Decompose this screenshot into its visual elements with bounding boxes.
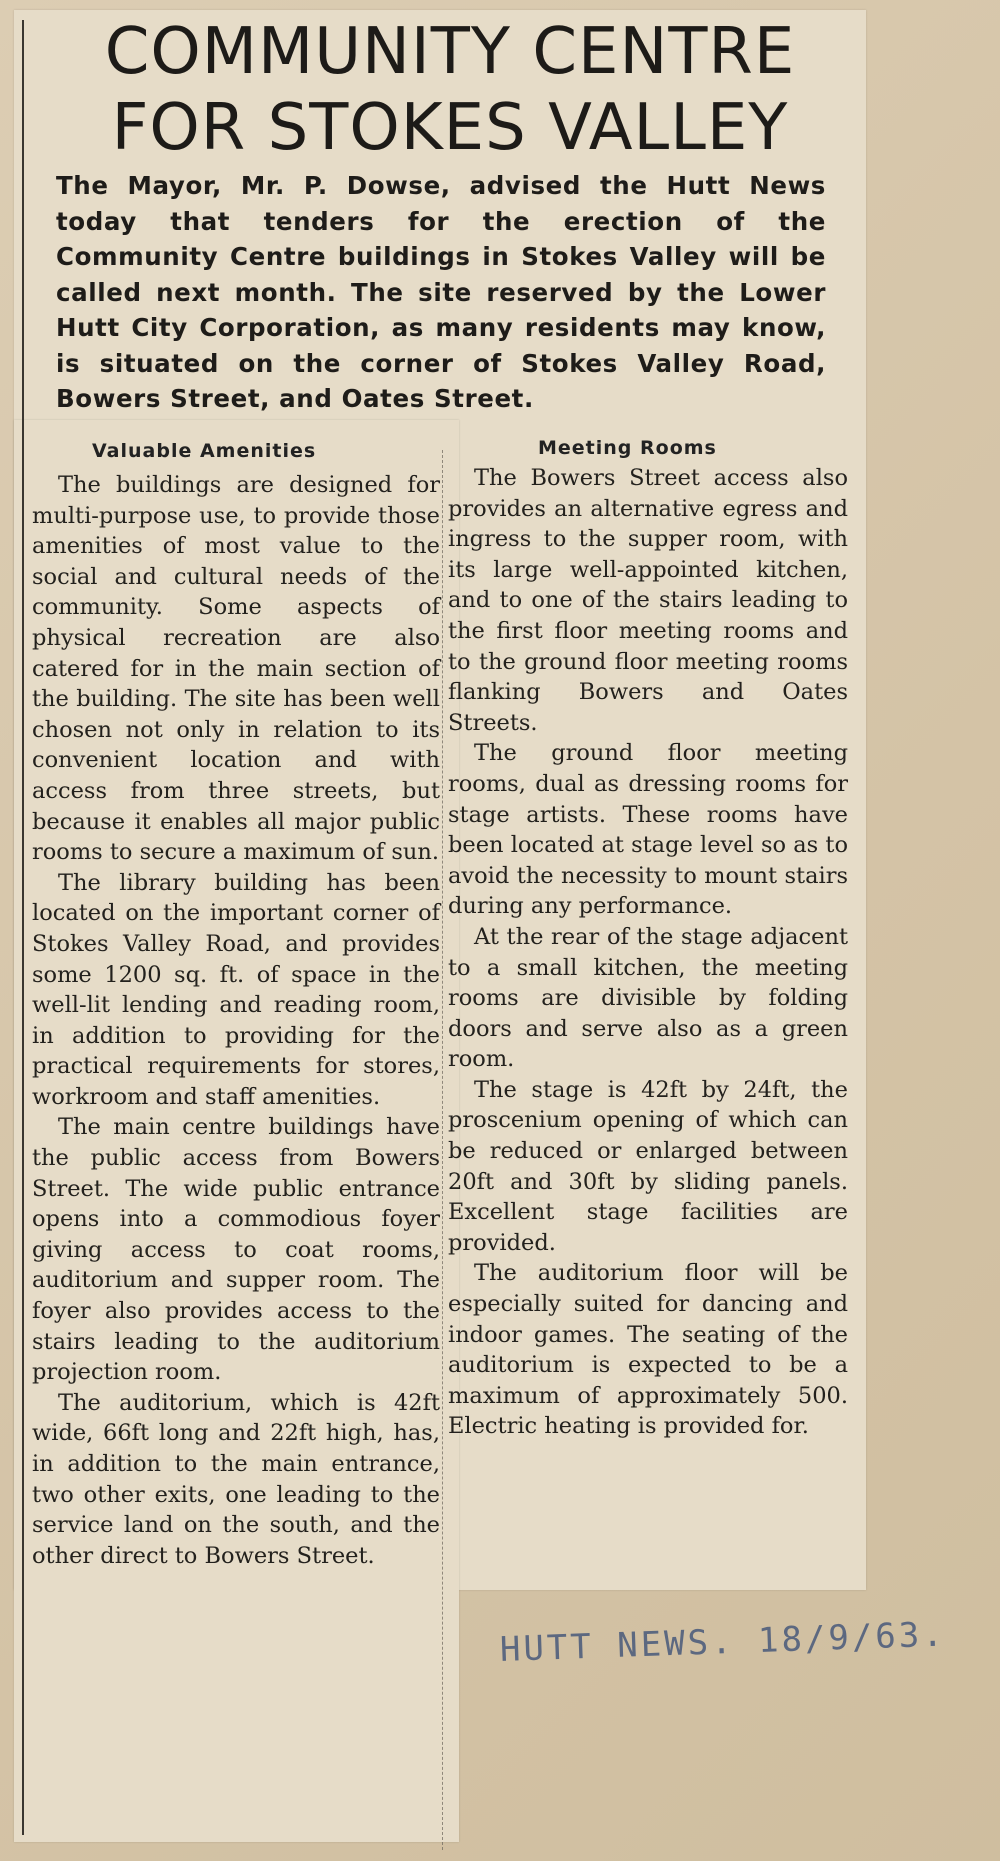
subheading-meeting-rooms: Meeting Rooms [538, 437, 717, 459]
right-paragraph-2: The ground floor meeting rooms, dual as dressing rooms for stage artists. These rooms have been located at stage level so as to avoid the necessity to mount stairs during any performance. [448, 740, 848, 920]
column-rule [22, 20, 24, 1835]
right-paragraph-5: The auditorium floor will be especially suited for dancing and indoor games. The seating of the auditorium is expected to be a maximum of approximately 500. Electric heating is provided for. [448, 1260, 848, 1440]
subheading-valuable-amenities: Valuable Amenities [92, 440, 317, 462]
headline-line-2: FOR STOKES VALLEY [111, 91, 789, 165]
headline [70, 14, 830, 166]
right-column [448, 463, 848, 1442]
left-paragraph-2: The library building has been located on the important corner of Stokes Valley Road, and provides some 1200 sq. ft. of space in the well-lit lending and reading room, in addition to providing for the practical requirements for stores, workroom and staff amenities. [32, 869, 440, 1110]
left-column [32, 470, 440, 1571]
handwritten-source-note: HUTT NEWS. 18/9/63. [499, 1614, 947, 1670]
right-paragraph-3: At the rear of the stage adjacent to a small kitchen, the meeting rooms are divisible by folding doors and serve also as a green room. [448, 923, 848, 1073]
column-divider [442, 450, 444, 1850]
left-paragraph-4: The auditorium, which is 42ft wide, 66ft long and 22ft high, has, in addition to the main entrance, two other exits, one leading to the service land on the south, and the other direct to Bowers Street. [32, 1389, 440, 1569]
left-paragraph-3: The main centre buildings have the public access from Bowers Street. The wide public entrance opens into a commodious foyer giving access to coat rooms, auditorium and supper room. The foyer also provides access to the stairs leading to the auditorium projection room. [32, 1114, 440, 1386]
right-paragraph-4: The stage is 42ft by 24ft, the proscenium opening of which can be reduced or enlarged between 20ft and 30ft by sliding panels. Excellent stage facilities are provided. [448, 1076, 848, 1256]
left-paragraph-1: The buildings are designed for multi-purpose use, to provide those amenities of most value to the social and cultural needs of the community. Some aspects of physical recreation are also catered for in the main section of the building. The site has been well chosen not only in relation to its convenient location and with access from three streets, but because it enables all major public rooms to secure a maximum of sun. [32, 472, 440, 866]
right-paragraph-1: The Bowers Street access also provides an alternative egress and ingress to the supper room, with its large well-appointed kitchen, and to one of the stairs leading to the first floor meeting rooms and to the ground floor meeting rooms flanking Bowers and Oates Streets. [448, 465, 848, 736]
headline-line-1: COMMUNITY CENTRE [104, 15, 796, 89]
intro-paragraph: The Mayor, Mr. P. Dowse, advised the Hutt News today that tenders for the erection of the Community Centre buildings in Stokes Valley will be called next month. The site reserved by the Lower Hutt City Corporation, as many residents may know, is situated on the corner of Stokes Valley Road, Bowers Street, and Oates Street. [56, 171, 826, 413]
